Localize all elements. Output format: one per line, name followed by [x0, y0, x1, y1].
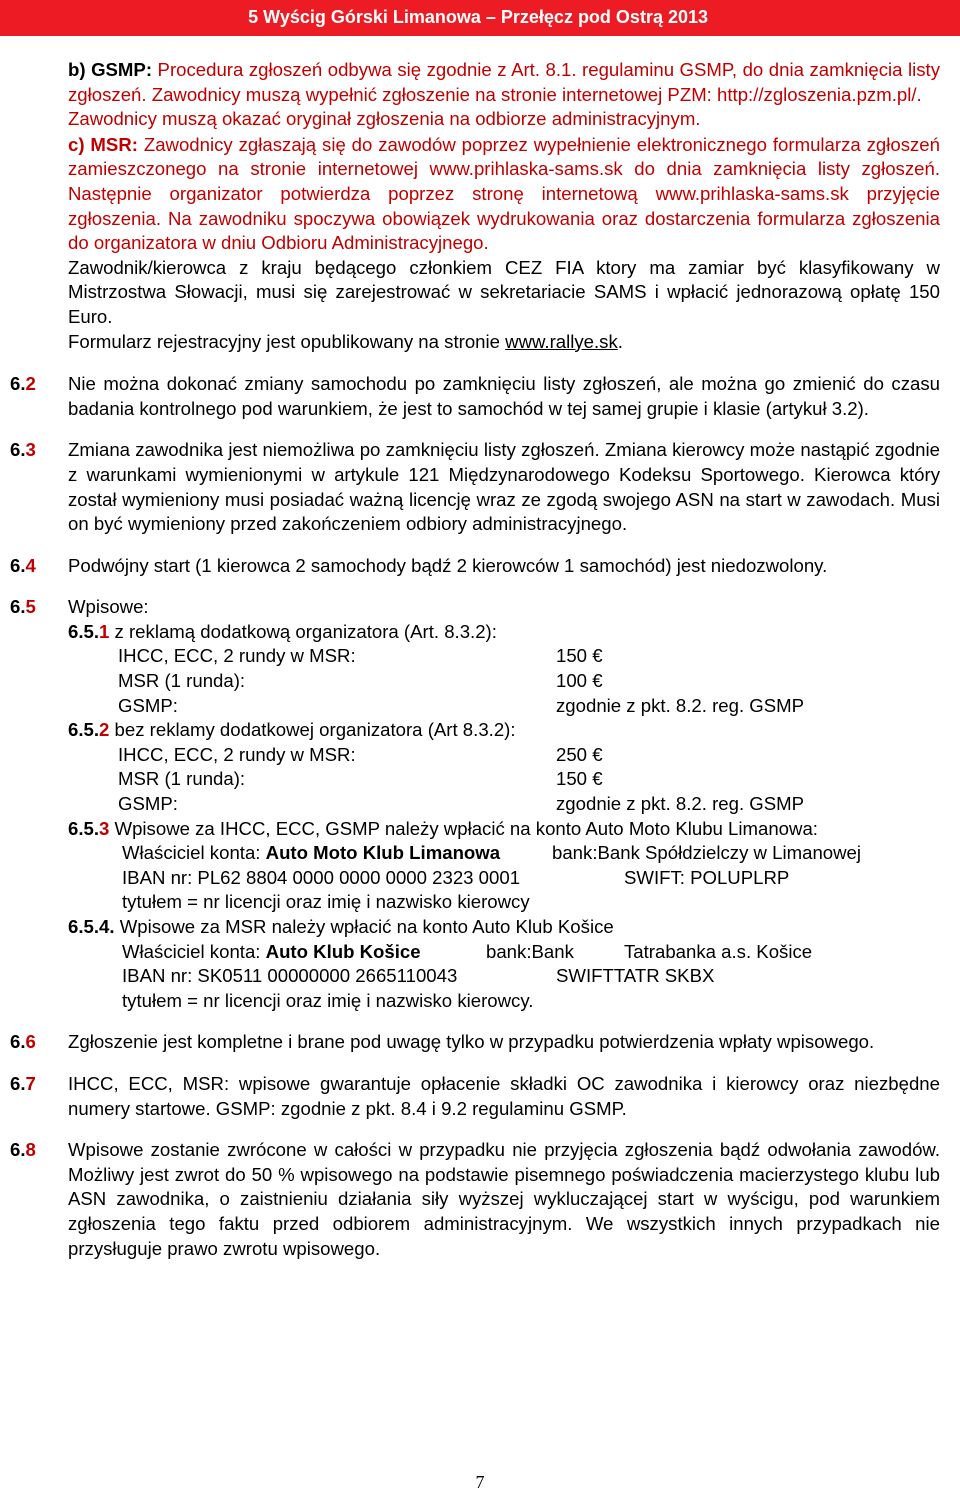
msr-paragraph: [68, 133, 940, 256]
gsmp-link[interactable]: http://zgloszenia.pzm.pl/: [717, 83, 917, 105]
header-bar: [0, 0, 960, 36]
section-6-6: [10, 1030, 940, 1055]
payment-limanowa-heading: 6.5.3 Wpisowe za IHCC, ECC, GSMP należy wpłacić na konto Auto Moto Klubu Limanowa:: [68, 817, 818, 839]
section-text: Zmiana zawodnika jest niemożliwa po zamknięciu listy zgłoszeń. Zmiana kierowcy może nastąpić zgodnie z warunkami wymienionymi w artykule 121 Międzynarodowego Kodeksu Sportowego. Kierowca który został wymieniony musi posiadać ważną licencję wraz ze zgodą swojego ASN na start w zawodach. Musi on być wymieniony przed zakończeniem odbiory administracyjnego.: [68, 439, 940, 535]
section-number: 6.5: [10, 596, 36, 618]
fee-row: GSMP: zgodnie z pkt. 8.2. reg. GSMP: [118, 793, 805, 815]
document-body: [10, 58, 941, 1261]
fee-group-without-ads: 6.5.2 bez reklamy dodatkowej organizatora (Art 8.3.2):: [68, 719, 516, 741]
fee-row: MSR (1 runda): 100 €: [118, 670, 603, 692]
section-text: IHCC, ECC, MSR: wpisowe gwarantuje opłacenie składki OC zawodnika i kierowcy oraz niezbędne numery startowe. GSMP: zgodnie z pkt. 8.4 i 9.2 regulaminu GSMP.: [68, 1072, 940, 1119]
section-number: 6.2: [10, 373, 36, 395]
account-title-row: tytułem = nr licencji oraz imię i nazwisko kierowcy.: [122, 989, 534, 1011]
account-owner-row: Właściciel konta: Auto Klub Košice bank:Bank Tatrabanka a.s. Košice: [122, 940, 813, 962]
fee-row: IHCC, ECC, 2 rundy w MSR: 150 €: [118, 645, 603, 667]
section-number: 6.7: [10, 1072, 36, 1094]
msr-text: Zawodnicy zgłaszają się do zawodów poprzez wypełnienie elektronicznego formularza zgłoszeń zamieszczonego na stronie internetowej www.prihlaska-sams.sk do dnia zamknięcia listy zgłoszeń. Następnie organizator potwierdza poprzez stronę internetową www.prihlaska-sams.sk przyjęcie zgłoszenia. Na zawodniku spoczywa obowiązek wydrukowania oraz dostarczenia formularza zgłoszenia do organizatora w dniu Odbioru Administracyjnego.: [68, 133, 940, 254]
gsmp-label: b) GSMP:: [68, 59, 153, 80]
msr-para3: [68, 330, 940, 355]
section-text: Zgłoszenie jest kompletne i brane pod uwagę tylko w przypadku potwierdzenia wpłaty wpisowego.: [68, 1031, 875, 1053]
account-title-row: tytułem = nr licencji oraz imię i nazwisko kierowcy: [122, 891, 530, 913]
account-iban-row: IBAN nr: PL62 8804 0000 0000 0000 2323 0001 SWIFT: POLUPLRP: [122, 866, 790, 888]
page-number: 7: [475, 1472, 485, 1492]
account-owner-row: Właściciel konta: Auto Moto Klub Limanowa bank:Bank Spółdzielczy w Limanowej: [122, 842, 862, 864]
msr-para3-text: Formularz rejestracyjny jest opublikowany na stronie: [68, 330, 500, 352]
msr-para2: Zawodnik/kierowca z kraju będącego członkiem CEZ FIA ktory ma zamiar być klasyfikowany w Mistrzostwa Słowacji, musi się zarejestrować w sekretariacie SAMS i wpłacić jednorazową opłatę 150 Euro.: [68, 256, 940, 327]
gsmp-line2: Zawodnicy muszą okazać oryginał zgłoszenia na odbiorze administracyjnym.: [68, 108, 701, 130]
section-number: 6.4: [10, 554, 36, 576]
gsmp-link-period: .: [916, 83, 922, 105]
payment-kosice-heading: 6.5.4. Wpisowe za MSR należy wpłacić na konto Auto Klub Košice: [68, 916, 614, 937]
section-6-7: [10, 1072, 940, 1121]
section-6-8: [10, 1138, 940, 1261]
section-text: Nie można dokonać zmiany samochodu po zamknięciu listy zgłoszeń, ale można go zmienić do czasu badania kontrolnego pod warunkiem, że jest to samochód w tej samej grupie i klasie (artykuł 3.2).: [68, 373, 940, 419]
section-text: Podwójny start (1 kierowca 2 samochody bądź 2 kierowców 1 samochód) jest niedozwolony.: [68, 554, 828, 576]
section-6-2: [10, 372, 940, 421]
account-iban-row: IBAN nr: SK0511 00000000 2665110043 SWIFTTATR SKBX: [122, 965, 715, 987]
section-title: Wpisowe:: [68, 596, 149, 618]
section-6-5: [10, 595, 940, 1013]
fee-group-with-ads: 6.5.1 z reklamą dodatkową organizatora (Art. 8.3.2):: [68, 620, 497, 642]
gsmp-paragraph: [68, 58, 940, 107]
header-title: 5 Wyścig Górski Limanowa – Przełęcz pod Ostrą 2013: [248, 7, 708, 27]
section-number: 6.6: [10, 1031, 36, 1053]
section-6-3: [10, 438, 940, 536]
fee-row: MSR (1 runda): 150 €: [118, 768, 603, 790]
msr-label: c) MSR:: [68, 133, 138, 155]
section-6-4: [10, 554, 940, 579]
fee-row: GSMP: zgodnie z pkt. 8.2. reg. GSMP: [118, 694, 805, 716]
gsmp-text: Procedura zgłoszeń odbywa się zgodnie z Art. 8.1. regulaminu GSMP, do dnia zamknięcia listy zgłoszeń. Zawodnicy muszą wypełnić zgłoszenie na stronie internetowej PZM:: [68, 59, 941, 105]
section-number: 6.3: [10, 439, 36, 461]
section-text: Wpisowe zostanie zwrócone w całości w przypadku nie przyjęcia zgłoszenia bądź odwołania zawodów. Możliwy jest zwrot do 50 % wpisowego na podstawie pisemnego poświadczenia macierzystego klubu lub ASN zawodnika, o zaistnieniu działania siły wyższej wykluczającej start w wyścigu, pod warunkiem zgłoszenia tego faktu przed odbiorem administracyjnym. We wszystkich innych przypadkach nie przysługuje prawo zwrotu wpisowego.: [68, 1139, 940, 1259]
section-number: 6.8: [10, 1139, 36, 1161]
fee-row: IHCC, ECC, 2 rundy w MSR: 250 €: [118, 743, 603, 765]
msr-para3-end: .: [617, 330, 623, 352]
rallye-link[interactable]: www.rallye.sk: [505, 330, 618, 352]
